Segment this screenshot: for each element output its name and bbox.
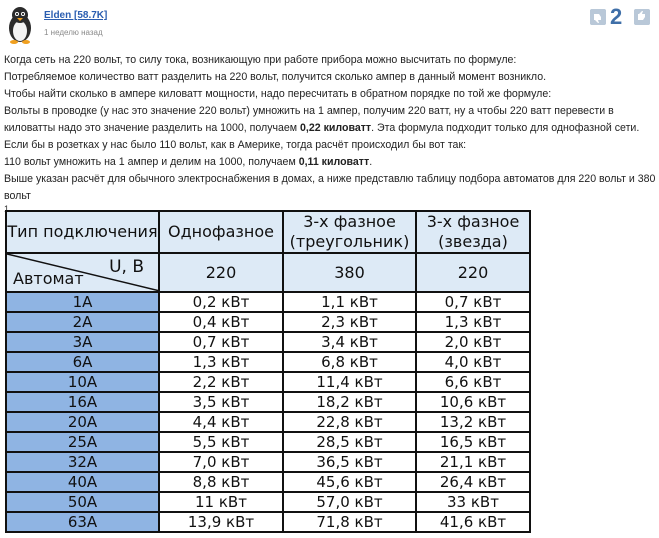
amp-cell: 3А — [6, 332, 159, 352]
paragraph: Чтобы найти сколько в ампере киловатт мощности, надо пересчитать в обратном порядке по той же формуле: — [4, 88, 552, 100]
star-cell: 33 кВт — [416, 492, 530, 512]
voltage-cell: 220 — [159, 253, 283, 292]
table-row — [6, 472, 530, 492]
table-row — [6, 452, 530, 472]
penguin-avatar[interactable] — [4, 4, 36, 44]
star-cell: 26,4 кВт — [416, 472, 530, 492]
voltage-cell: 220 — [416, 253, 530, 292]
single-phase-cell: 3,5 кВт — [159, 392, 283, 412]
delta-cell: 3,4 кВт — [283, 332, 416, 352]
delta-cell: 28,5 кВт — [283, 432, 416, 452]
single-phase-cell: 0,7 кВт — [159, 332, 283, 352]
author-link[interactable]: Elden [58.7K] — [44, 10, 108, 21]
answer-text — [4, 52, 656, 205]
automat-axis-label: Автомат — [13, 269, 84, 288]
single-phase-cell: 4,4 кВт — [159, 412, 283, 432]
single-phase-cell: 0,4 кВт — [159, 312, 283, 332]
delta-cell: 71,8 кВт — [283, 512, 416, 532]
delta-cell: 11,4 кВт — [283, 372, 416, 392]
delta-cell: 22,8 кВт — [283, 412, 416, 432]
bold-value: 0,11 киловатт — [298, 156, 370, 168]
voltage-axis-label: U, В — [109, 257, 144, 277]
bold-value: 0,22 киловатт — [300, 122, 372, 134]
star-cell: 13,2 кВт — [416, 412, 530, 432]
table-row — [6, 512, 530, 532]
column-header: 3-х фазное (звезда) — [416, 211, 530, 253]
paragraph: Вольты в проводке (у нас это значение 220 вольт) умножить на 1 ампер, получим 220 ватт, ну а чтобы 220 ватт перевести в киловатты надо это значение разделить на 1000, получаем 0,22 киловатт. Эта формула подходит только для однофазной сети. — [4, 105, 640, 134]
amp-cell: 50А — [6, 492, 159, 512]
delta-cell: 18,2 кВт — [283, 392, 416, 412]
amp-cell: 10А — [6, 372, 159, 392]
paragraph: Если бы в розетках у нас было 110 вольт, как в Америке, тогда расчёт происходил бы вот так: — [4, 139, 467, 151]
delta-cell: 2,3 кВт — [283, 312, 416, 332]
diagonal-header-cell — [6, 253, 159, 292]
single-phase-cell: 11 кВт — [159, 492, 283, 512]
single-phase-cell: 1,3 кВт — [159, 352, 283, 372]
single-phase-cell: 8,8 кВт — [159, 472, 283, 492]
table-row — [6, 492, 530, 512]
star-cell: 0,7 кВт — [416, 292, 530, 312]
star-cell: 1,3 кВт — [416, 312, 530, 332]
amp-cell: 20А — [6, 412, 159, 432]
amp-cell: 40А — [6, 472, 159, 492]
star-cell: 41,6 кВт — [416, 512, 530, 532]
paragraph: Потребляемое количество ватт разделить на 220 вольт, получится сколько ампер в данный момент возникло. — [4, 71, 547, 83]
star-cell: 10,6 кВт — [416, 392, 530, 412]
delta-cell: 57,0 кВт — [283, 492, 416, 512]
table-row — [6, 392, 530, 412]
delta-cell: 45,6 кВт — [283, 472, 416, 492]
single-phase-cell: 13,9 кВт — [159, 512, 283, 532]
table-row — [6, 312, 530, 332]
amp-cell: 1А — [6, 292, 159, 312]
type-header: Тип подключения — [6, 211, 159, 253]
amp-cell: 6А — [6, 352, 159, 372]
table-row — [6, 372, 530, 392]
star-cell: 21,1 кВт — [416, 452, 530, 472]
delta-cell: 6,8 кВт — [283, 352, 416, 372]
amp-cell: 25А — [6, 432, 159, 452]
paragraph: Выше указан расчёт для обычного электроснабжения в домах, а ниже представлю таблицу подбора автоматов для 220 вольт и 380 вольт — [4, 173, 656, 202]
vote-count: 2 — [610, 4, 623, 29]
star-cell: 16,5 кВт — [416, 432, 530, 452]
single-phase-cell: 5,5 кВт — [159, 432, 283, 452]
table-body — [6, 292, 530, 532]
amp-cell: 32А — [6, 452, 159, 472]
paragraph: Когда сеть на 220 вольт, то силу тока, возникающую при работе прибора можно высчитать по формуле: — [4, 54, 517, 66]
voltage-cell: 380 — [283, 253, 416, 292]
star-cell: 4,0 кВт — [416, 352, 530, 372]
post-time: 1 неделю назад — [44, 28, 103, 37]
table-row — [6, 432, 530, 452]
amp-cell: 16А — [6, 392, 159, 412]
breaker-table-image — [5, 210, 530, 538]
star-cell: 2,0 кВт — [416, 332, 530, 352]
star-cell: 6,6 кВт — [416, 372, 530, 392]
stray-char: 1 — [4, 204, 10, 214]
table-row — [6, 412, 530, 432]
column-header: Однофазное — [159, 211, 283, 253]
table-row — [6, 292, 530, 312]
answer-header — [0, 0, 659, 44]
paragraph: 110 вольт умножить на 1 ампер и делим на 1000, получаем 0,11 киловатт. — [4, 156, 373, 168]
amp-cell: 2А — [6, 312, 159, 332]
thumb-down-icon[interactable] — [590, 9, 606, 25]
thumb-up-icon[interactable] — [634, 9, 650, 25]
delta-cell: 36,5 кВт — [283, 452, 416, 472]
table-row — [6, 352, 530, 372]
amp-cell: 63А — [6, 512, 159, 532]
single-phase-cell: 2,2 кВт — [159, 372, 283, 392]
table-row — [6, 332, 530, 352]
single-phase-cell: 0,2 кВт — [159, 292, 283, 312]
single-phase-cell: 7,0 кВт — [159, 452, 283, 472]
breaker-table — [5, 210, 531, 533]
delta-cell: 1,1 кВт — [283, 292, 416, 312]
column-header: 3-х фазное (треугольник) — [283, 211, 416, 253]
